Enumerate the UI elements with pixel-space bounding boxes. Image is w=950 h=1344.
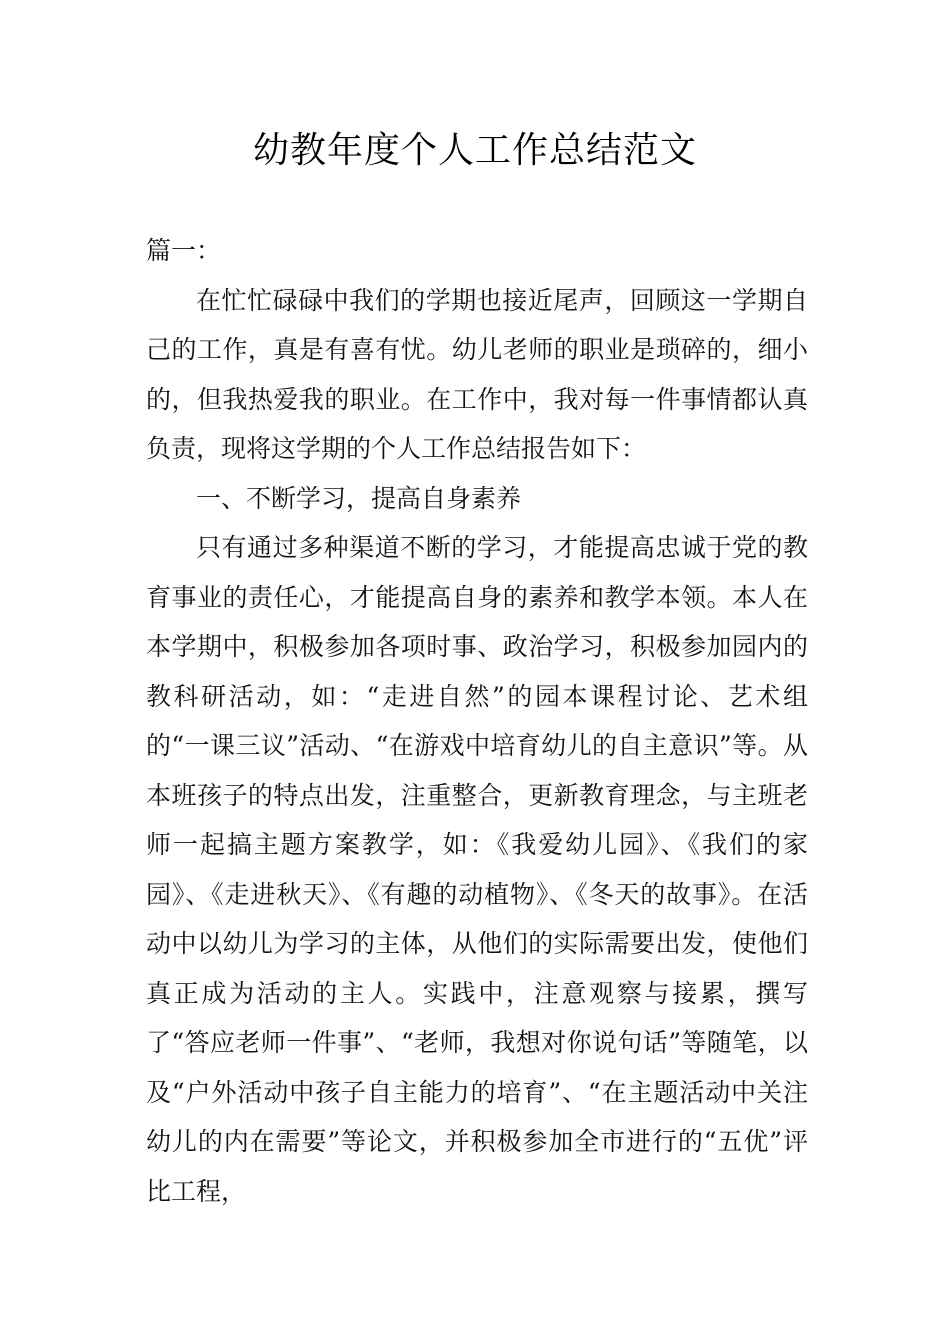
document-body xyxy=(146,226,808,1216)
body-paragraph: 只有通过多种渠道不断的学习，才能提高忠诚于党的教育事业的责任心，才能提高自身的素养和教学本领。本人在本学期中，积极参加各项时事、政治学习，积极参加园内的教科研活动，如：“走进自然”的园本课程讨论、艺术组的“一课三议”活动、“在游戏中培育幼儿的自主意识”等。从本班孩子的特点出发，注重整合，更新教育理念，与主班老师一起搞主题方案教学，如：《我爱幼儿园》、《我们的家园》、《走进秋天》、《有趣的动植物》、《冬天的故事》。在活动中以幼儿为学习的主体，从他们的实际需要出发，使他们真正成为活动的主人。实践中，注意观察与接累，撰写了“答应老师一件事”、“老师，我想对你说句话”等随笔，以及“户外活动中孩子自主能力的培育”、“在主题活动中关注幼儿的内在需要”等论文，并积极参加全市进行的“五优”评比工程， xyxy=(146,533,808,1206)
section-label: 篇一： xyxy=(146,236,222,265)
intro-paragraph: 在忙忙碌碌中我们的学期也接近尾声，回顾这一学期自己的工作，真是有喜有忧。幼儿老师的职业是琐碎的，细小的，但我热爱我的职业。在工作中，我对每一件事情都认真负责，现将这学期的个人工作总结报告如下： xyxy=(146,285,808,463)
document-title: 幼教年度个人工作总结范文 xyxy=(252,130,697,171)
section-heading: 一、不断学习，提高自身素养 xyxy=(196,483,522,513)
